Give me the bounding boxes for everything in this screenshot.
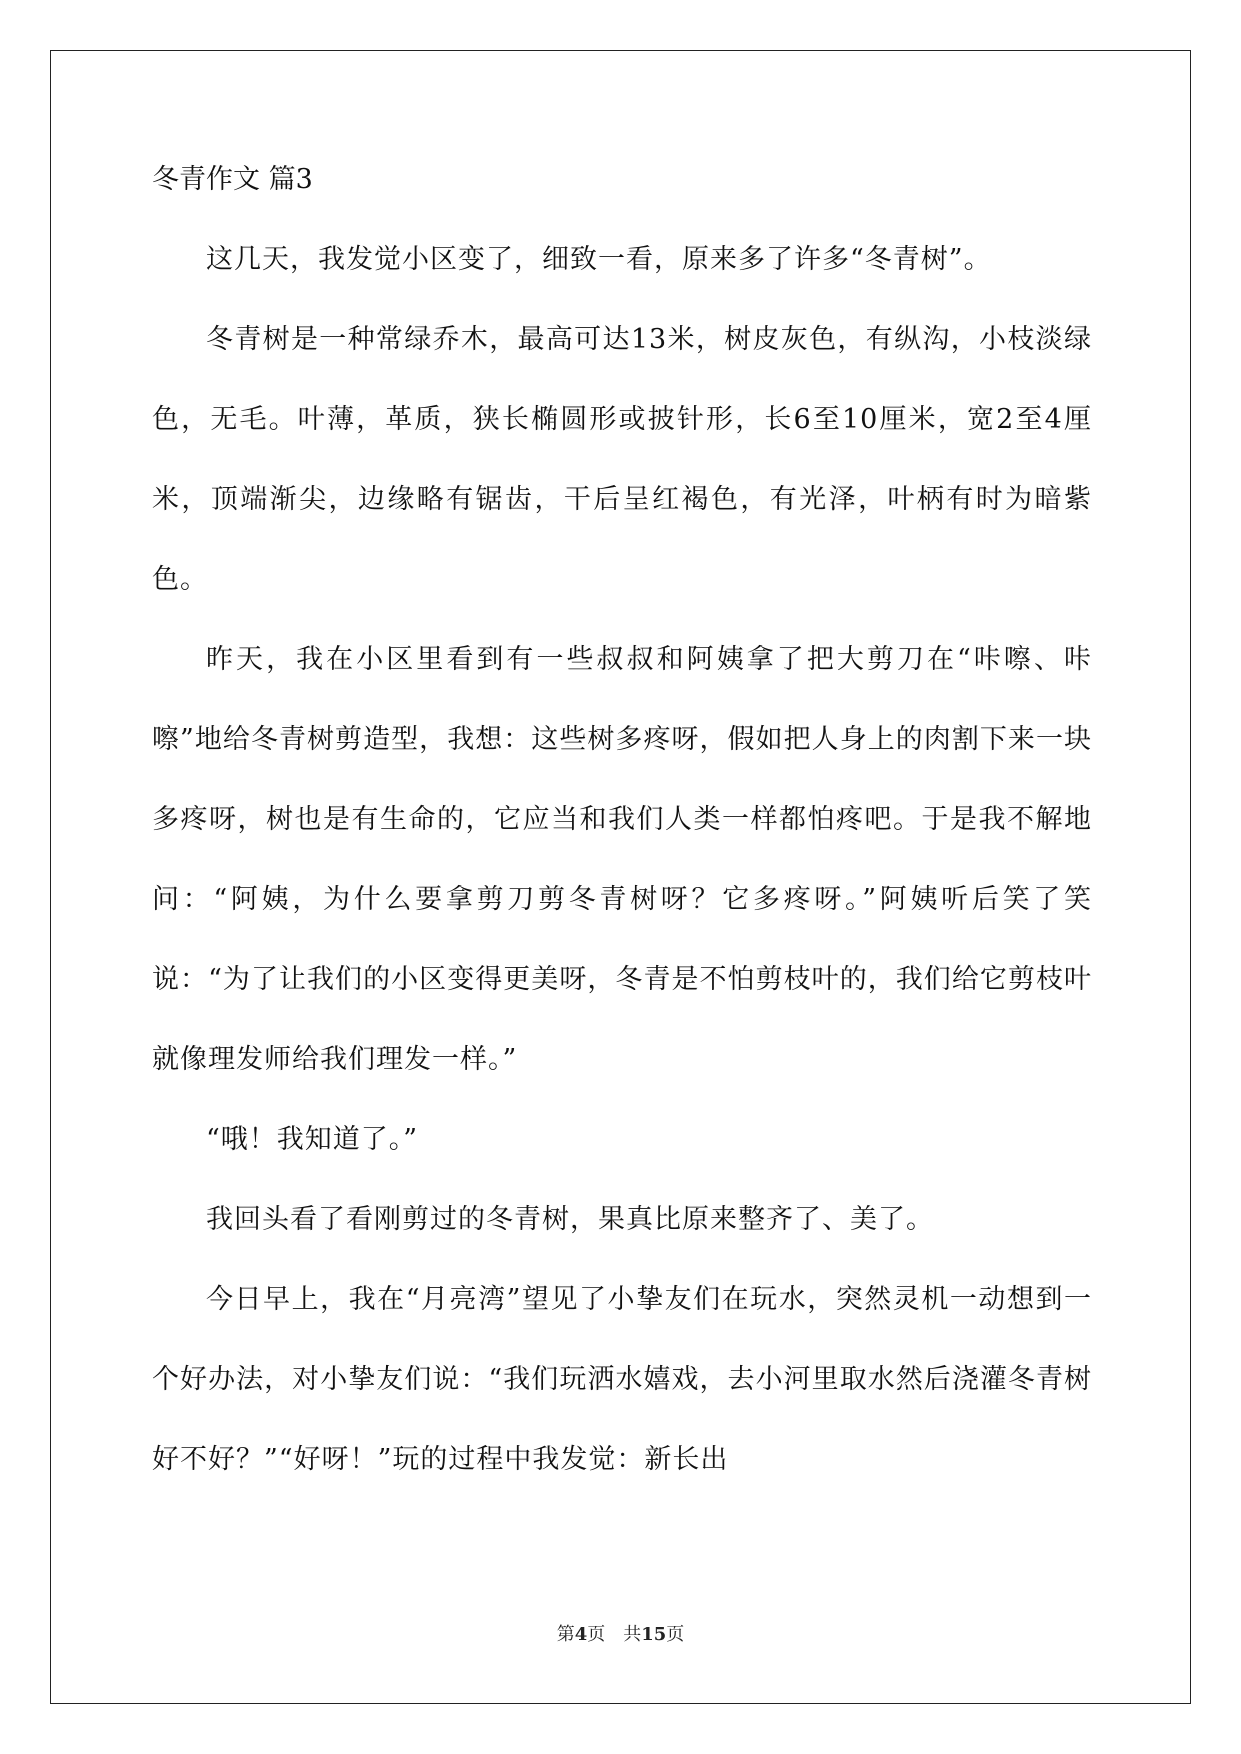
paragraph: “哦！我知道了。” xyxy=(206,1124,419,1155)
paragraph: 今日早上，我在“月亮湾”望见了小挚友们在玩水，突然灵机一动想到一个好办法，对小挚友们说：“我们玩洒水嬉戏，去小河里取水然后浇灌冬青树好不好？”“好呀！”玩的过程中我发觉：新长出 xyxy=(152,1284,1092,1475)
document-body xyxy=(152,165,1092,1500)
page-separator: 页 共 xyxy=(587,1624,642,1645)
paragraph: 冬青树是一种常绿乔木，最高可达13米，树皮灰色，有纵沟，小枝淡绿色，无毛。叶薄，革质，狭长椭圆形或披针形，长6至10厘米，宽2至4厘米，顶端渐尖，边缘略有锯齿，干后呈红褐色，有光泽，叶柄有时为暗紫色。 xyxy=(152,324,1092,595)
page-prefix: 第 xyxy=(556,1624,575,1645)
document-title: 冬青作文 篇3 xyxy=(152,164,313,195)
page-footer xyxy=(0,1624,1241,1646)
paragraph: 昨天，我在小区里看到有一些叔叔和阿姨拿了把大剪刀在“咔嚓、咔嚓”地给冬青树剪造型，我想：这些树多疼呀，假如把人身上的肉割下来一块多疼呀，树也是有生命的，它应当和我们人类一样都怕疼吧。于是我不解地问：“阿姨，为什么要拿剪刀剪冬青树呀？它多疼呀。”阿姨听后笑了笑说：“为了让我们的小区变得更美呀，冬青是不怕剪枝叶的，我们给它剪枝叶就像理发师给我们理发一样。” xyxy=(152,644,1092,1075)
paragraph: 这几天，我发觉小区变了，细致一看，原来多了许多“冬青树”。 xyxy=(206,244,992,275)
current-page-number: 4 xyxy=(574,1624,588,1645)
total-page-count: 15 xyxy=(641,1624,667,1645)
paragraph: 我回头看了看刚剪过的冬青树，果真比原来整齐了、美了。 xyxy=(206,1204,934,1235)
page-suffix: 页 xyxy=(666,1624,685,1645)
